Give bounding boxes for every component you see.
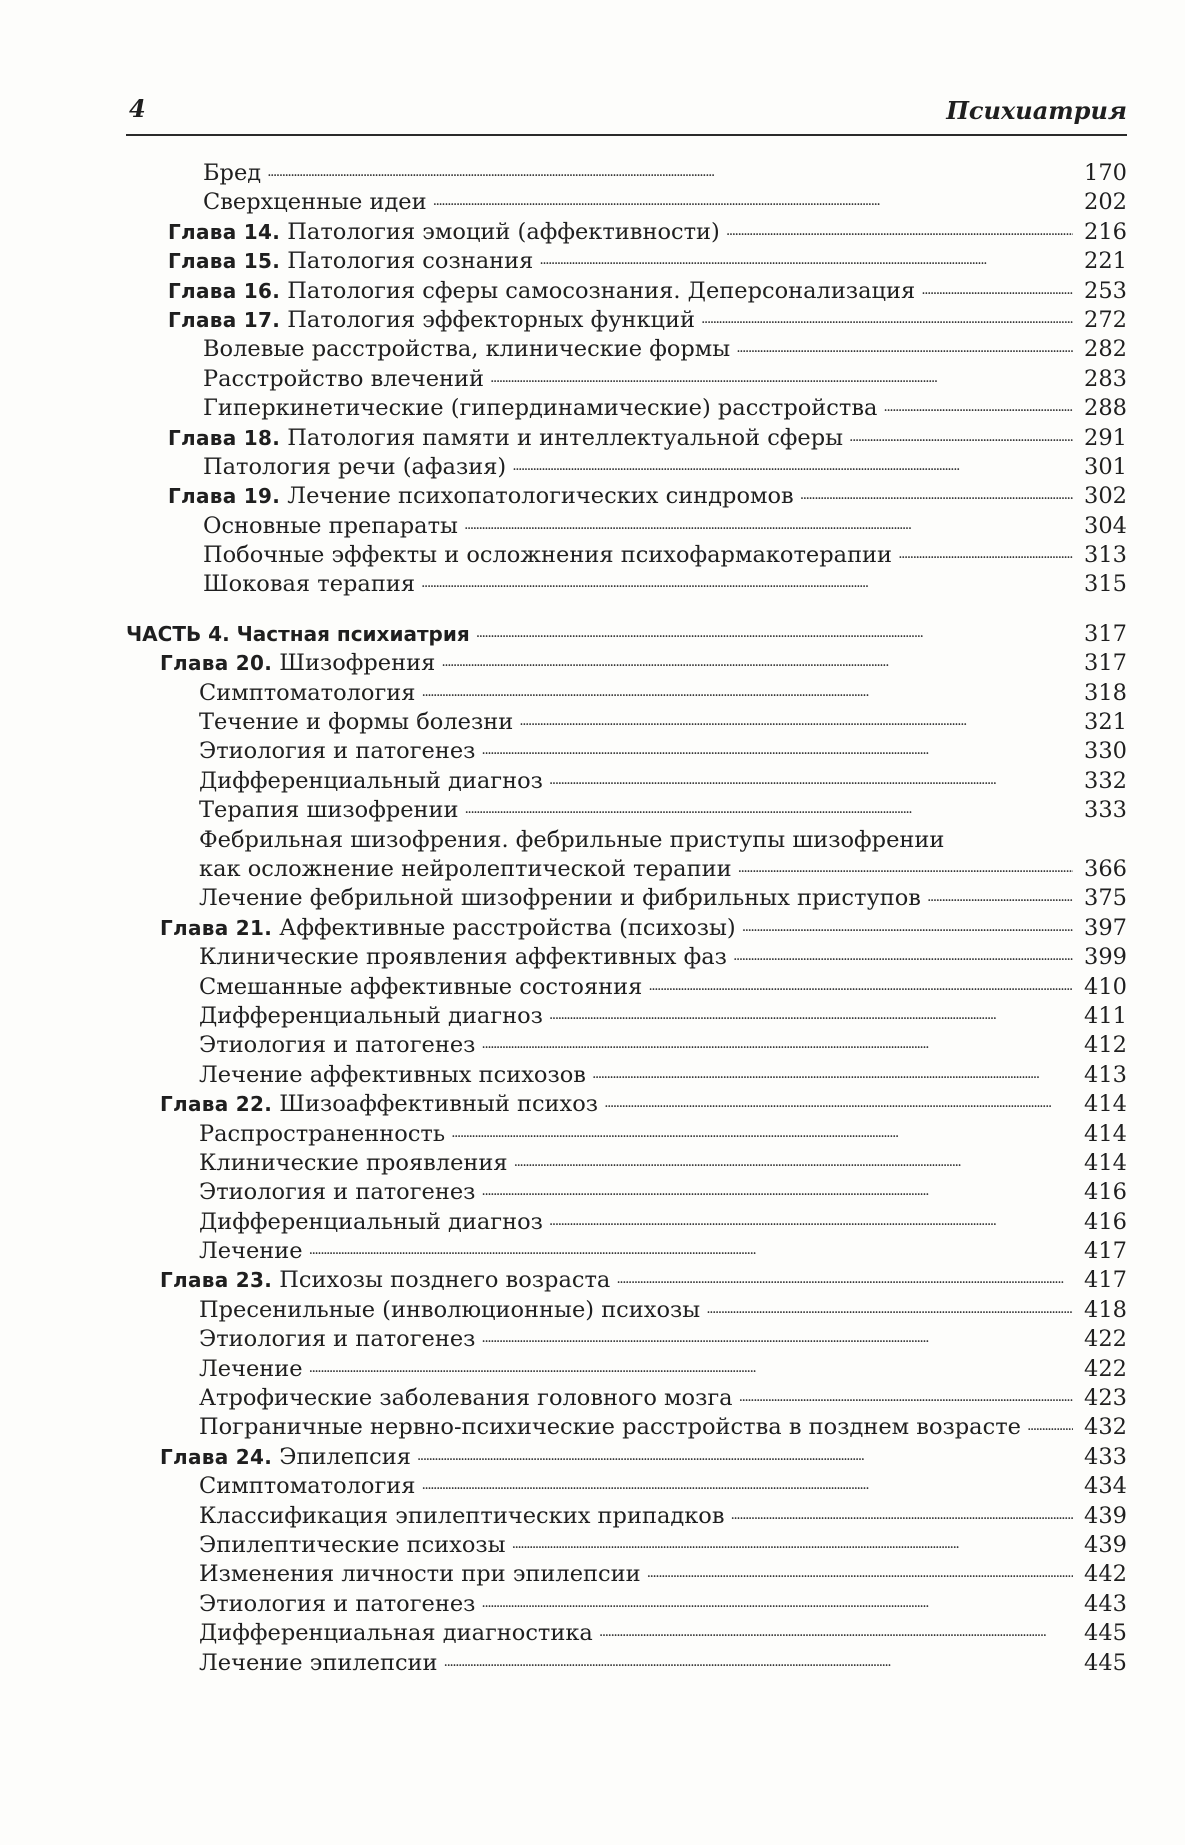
- toc-entry-label: [203, 513, 458, 539]
- toc-page-number: 417: [1084, 1238, 1127, 1265]
- toc-page-number: 332: [1084, 767, 1127, 794]
- toc-entry-title: Классификация эпилептических припадков: [199, 1502, 725, 1529]
- toc-entry-title: Течение и формы болезни: [199, 709, 514, 736]
- toc-page-number: 432: [1084, 1414, 1127, 1441]
- toc-entry-title: Изменения личности при эпилепсии: [199, 1561, 641, 1588]
- toc-entry-title: Сверхценные идеи: [203, 189, 427, 216]
- toc-page-number: 318: [1084, 679, 1127, 706]
- dot-leader: [309, 1242, 1073, 1258]
- toc-entry-label: [199, 1473, 415, 1499]
- toc-section: [126, 1385, 1127, 1414]
- dot-leader: [421, 684, 1073, 700]
- dot-leader: [739, 1389, 1073, 1405]
- toc-page-number: 221: [1084, 248, 1127, 275]
- dot-leader: [549, 1007, 1073, 1023]
- dot-leader: [512, 1536, 1073, 1552]
- dot-leader: [490, 370, 1073, 386]
- toc-entry-title: Аффективные расстройства (психозы): [279, 914, 736, 941]
- toc-entry-label: [199, 1179, 475, 1205]
- toc-entry-title: Распространенность: [199, 1120, 446, 1147]
- toc-entry-label: [199, 885, 921, 911]
- toc-entry-title: Этиология и патогенез: [199, 1032, 476, 1059]
- toc-page-number: 439: [1084, 1502, 1127, 1529]
- toc-entry-title: Терапия шизофрении: [199, 797, 459, 824]
- chapter-number: Глава 23.: [160, 1268, 273, 1293]
- toc-entry-label: [203, 395, 877, 421]
- toc-entry-label: [168, 219, 720, 245]
- toc-entry-label: [199, 1620, 593, 1646]
- dot-leader: [800, 487, 1073, 503]
- toc-page-number: 333: [1084, 797, 1127, 824]
- toc-section: [126, 738, 1127, 767]
- dot-leader: [519, 713, 1073, 729]
- toc-entry-label: [199, 1032, 475, 1058]
- toc-section: [126, 1032, 1127, 1061]
- toc-page-number: 253: [1084, 277, 1127, 304]
- dot-leader: [592, 1066, 1073, 1082]
- toc-entry-label: [168, 483, 794, 509]
- dot-leader: [309, 1360, 1073, 1376]
- toc-page-number: 418: [1084, 1296, 1127, 1323]
- toc-chapter: [126, 307, 1127, 336]
- toc-page-number: 272: [1084, 306, 1127, 333]
- dot-leader: [921, 282, 1073, 298]
- toc-section: [126, 1326, 1127, 1355]
- toc-entry-label: [199, 738, 475, 764]
- toc-entry-title: Шизоаффективный психоз: [279, 1091, 599, 1118]
- toc-section: [126, 395, 1127, 424]
- toc-entry-label: [168, 307, 695, 333]
- toc-page-number: 414: [1084, 1120, 1127, 1147]
- toc-entry-title: Эпилепсия: [279, 1443, 411, 1470]
- running-title: Психиатрия: [946, 96, 1127, 125]
- toc-chapter: [126, 1267, 1127, 1296]
- toc-section: [126, 1503, 1127, 1532]
- dot-leader: [441, 654, 1073, 670]
- toc-entry-label: [160, 915, 736, 941]
- dot-leader: [417, 1448, 1073, 1464]
- toc-section: [126, 797, 1127, 826]
- dot-leader: [738, 860, 1073, 876]
- dot-leader: [733, 948, 1073, 964]
- toc-entry-label: [160, 650, 435, 676]
- toc-entry-title: Побочные эффекты и осложнения психофармакотерапии: [203, 542, 893, 569]
- toc-entry-title: Этиология и патогенез: [199, 738, 476, 765]
- toc-page-number: 434: [1084, 1473, 1127, 1500]
- dot-leader: [706, 1301, 1073, 1317]
- toc-entry-title: Лечение: [199, 1238, 303, 1265]
- toc-section: [126, 1591, 1127, 1620]
- dot-leader: [444, 1654, 1073, 1670]
- toc-entry-title: Дифференциальный диагноз: [199, 1208, 543, 1235]
- toc-section: [126, 1414, 1127, 1443]
- toc-entry-title: Эпилептические психозы: [199, 1531, 506, 1558]
- toc-section: [126, 1150, 1127, 1179]
- dot-leader: [883, 399, 1073, 415]
- dot-leader: [599, 1624, 1073, 1640]
- toc-entry-title: Лечение психопатологических синдромов: [287, 483, 794, 510]
- toc-section: [126, 571, 1127, 600]
- toc-section: [126, 1473, 1127, 1502]
- dot-leader: [927, 889, 1073, 905]
- dot-leader: [481, 1595, 1073, 1611]
- toc-entry-label: [203, 160, 261, 186]
- toc-page-number: 397: [1084, 914, 1127, 941]
- toc-entry-title: Фебрильная шизофрения. фебрильные приступы шизофрении: [199, 826, 945, 853]
- toc-page-number: 288: [1084, 395, 1127, 422]
- toc-entry-title: Дифференциальная диагностика: [199, 1620, 593, 1647]
- toc-section: [126, 513, 1127, 542]
- toc-entry-label: [199, 1414, 1021, 1440]
- toc-page-number: 375: [1084, 885, 1127, 912]
- chapter-number: Глава 15.: [168, 249, 281, 274]
- toc-entry-title: Патология речи (афазия): [203, 453, 507, 480]
- toc-entry-title: Основные препараты: [203, 512, 458, 539]
- chapter-number: Глава 22.: [160, 1092, 273, 1117]
- toc-entry-label: [199, 1150, 508, 1176]
- toc-page-number: 301: [1084, 453, 1127, 480]
- toc-page-number: 410: [1084, 973, 1127, 1000]
- toc-section: [126, 768, 1127, 797]
- toc-page-number: 330: [1084, 738, 1127, 765]
- toc-entry-title: Этиология и патогенез: [199, 1179, 476, 1206]
- toc-chapter: [126, 650, 1127, 679]
- toc-entry-label: [126, 622, 470, 646]
- toc-entry-label: [199, 1385, 733, 1411]
- toc-entry-title: Дифференциальный диагноз: [199, 1002, 543, 1029]
- toc-entry-title: как осложнение нейролептической терапии: [199, 855, 732, 882]
- toc-page-number: 445: [1084, 1649, 1127, 1676]
- toc-page-number: 216: [1084, 218, 1127, 245]
- toc-entry-label: [199, 768, 543, 794]
- toc-entry-title: Патология эмоций (аффективности): [287, 218, 720, 245]
- toc-section: [126, 1297, 1127, 1326]
- table-of-contents: [126, 160, 1127, 1679]
- toc-page-number: 417: [1084, 1267, 1127, 1294]
- dot-leader: [476, 625, 1073, 641]
- toc-entry-title: Патология сознания: [287, 248, 534, 275]
- toc-section: [126, 856, 1127, 885]
- dot-leader: [726, 223, 1073, 239]
- dot-leader: [421, 1477, 1073, 1493]
- dot-leader: [898, 546, 1073, 562]
- toc-entry-label: [203, 366, 484, 392]
- toc-chapter: [126, 425, 1127, 454]
- toc-page-number: 313: [1084, 542, 1127, 569]
- toc-section: [126, 336, 1127, 365]
- toc-section: [126, 1209, 1127, 1238]
- toc-page-number: 422: [1084, 1326, 1127, 1353]
- toc-entry-label: [203, 336, 730, 362]
- toc-page-number: 317: [1084, 620, 1127, 647]
- toc-page-number: 202: [1084, 189, 1127, 216]
- toc-part: [126, 621, 1127, 650]
- toc-entry-label: [203, 454, 506, 480]
- dot-leader: [849, 429, 1073, 445]
- toc-entry-title: Этиология и патогенез: [199, 1326, 476, 1353]
- chapter-number: Глава 17.: [168, 307, 281, 332]
- toc-entry-title: Патология эффекторных функций: [287, 306, 696, 333]
- toc-entry-label: [199, 1591, 475, 1617]
- toc-section: [126, 1561, 1127, 1590]
- toc-page-number: 445: [1084, 1620, 1127, 1647]
- toc-entry-label: [168, 248, 533, 274]
- toc-entry-label: [160, 1091, 598, 1117]
- toc-entry-title: Этиология и патогенез: [199, 1590, 476, 1617]
- page-number: 4: [129, 94, 146, 123]
- toc-entry-title: Лечение: [199, 1355, 303, 1382]
- toc-page-number: 423: [1084, 1385, 1127, 1412]
- chapter-number: Глава 18.: [168, 425, 281, 450]
- toc-section: [126, 1121, 1127, 1150]
- toc-entry-title: Шизофрения: [279, 650, 436, 677]
- toc-entry-title: Смешанные аффективные состояния: [199, 973, 643, 1000]
- toc-entry-label: [203, 189, 427, 215]
- dot-leader: [549, 772, 1073, 788]
- dot-leader: [514, 1154, 1073, 1170]
- toc-page-number: 414: [1084, 1149, 1127, 1176]
- toc-entry-label: [199, 974, 642, 1000]
- dot-leader: [648, 978, 1073, 994]
- toc-entry-label: [199, 1003, 543, 1029]
- dot-leader: [451, 1125, 1073, 1141]
- toc-page-number: 416: [1084, 1208, 1127, 1235]
- toc-entry-title: Шоковая терапия: [203, 571, 416, 598]
- toc-entry-label: [199, 680, 415, 706]
- toc-entry-title: Атрофические заболевания головного мозга: [199, 1385, 733, 1412]
- dot-leader: [465, 801, 1073, 817]
- toc-entry-title: Лечение аффективных психозов: [199, 1061, 586, 1088]
- dot-leader: [481, 1036, 1073, 1052]
- chapter-number: Глава 24.: [160, 1444, 273, 1469]
- dot-leader: [616, 1271, 1073, 1287]
- toc-entry-title: Патология сферы самосознания. Деперсонализация: [287, 277, 916, 304]
- toc-entry-label: [203, 542, 892, 568]
- chapter-number: Глава 20.: [160, 651, 273, 676]
- toc-entry-title: Симптоматология: [199, 679, 416, 706]
- toc-section: [126, 1062, 1127, 1091]
- dot-leader: [647, 1565, 1073, 1581]
- toc-entry-label: [199, 827, 944, 853]
- toc-entry-label: [199, 1532, 506, 1558]
- toc-section: [126, 189, 1127, 218]
- toc-entry-label: [199, 1062, 586, 1088]
- toc-entry-label: [199, 1326, 475, 1352]
- toc-section: [126, 709, 1127, 738]
- dot-leader: [742, 919, 1073, 935]
- toc-chapter: [126, 1091, 1127, 1120]
- dot-leader: [604, 1095, 1073, 1111]
- toc-entry-label: [199, 944, 727, 970]
- toc-page-number: 443: [1084, 1590, 1127, 1617]
- dot-leader: [421, 575, 1073, 591]
- dot-leader: [433, 193, 1073, 209]
- toc-section: [126, 366, 1127, 395]
- toc-entry-label: [199, 709, 513, 735]
- toc-entry-label: [203, 571, 415, 597]
- toc-chapter: [126, 1444, 1127, 1473]
- toc-page-number: 283: [1084, 365, 1127, 392]
- dot-leader: [464, 517, 1073, 533]
- toc-entry-label: [168, 425, 843, 451]
- dot-leader: [701, 311, 1073, 327]
- page-header: [126, 94, 1127, 136]
- toc-entry-label: [199, 1561, 641, 1587]
- dot-leader: [549, 1213, 1073, 1229]
- toc-section: [126, 680, 1127, 709]
- dot-leader: [481, 1183, 1073, 1199]
- toc-page-number: 321: [1084, 709, 1127, 736]
- toc-chapter: [126, 278, 1127, 307]
- dot-leader: [731, 1507, 1074, 1523]
- toc-page-number: 317: [1084, 650, 1127, 677]
- toc-entry-title: Бред: [203, 160, 262, 186]
- toc-entry-title: Патология памяти и интеллектуальной сферы: [287, 424, 844, 451]
- toc-entry-label: [199, 1503, 725, 1529]
- toc-entry-title: Психозы позднего возраста: [279, 1267, 611, 1294]
- dot-leader: [1027, 1418, 1073, 1434]
- toc-page-number: 433: [1084, 1443, 1127, 1470]
- toc-section: [126, 542, 1127, 571]
- toc-chapter: [126, 219, 1127, 248]
- dot-leader: [267, 164, 1073, 180]
- toc-page-number: 282: [1084, 336, 1127, 363]
- toc-page-number: 302: [1084, 483, 1127, 510]
- toc-page-number: 315: [1084, 571, 1127, 598]
- chapter-number: Глава 19.: [168, 484, 281, 509]
- toc-section: [126, 1238, 1127, 1267]
- toc-section: [126, 454, 1127, 483]
- toc-page-number: 413: [1084, 1061, 1127, 1088]
- toc-entry-title: Симптоматология: [199, 1473, 416, 1500]
- toc-entry-label: [199, 1297, 700, 1323]
- dot-leader: [512, 458, 1073, 474]
- toc-page-number: 366: [1084, 855, 1127, 882]
- toc-section: [126, 1356, 1127, 1385]
- toc-entry-label: [199, 1238, 303, 1264]
- toc-entry-label: [199, 1356, 303, 1382]
- toc-section: [126, 827, 1127, 856]
- chapter-number: Глава 21.: [160, 915, 273, 940]
- toc-page-number: 412: [1084, 1032, 1127, 1059]
- toc-entry-title: Волевые расстройства, клинические формы: [203, 336, 731, 363]
- toc-section: [126, 1532, 1127, 1561]
- toc-entry-title: Клинические проявления аффективных фаз: [199, 944, 727, 971]
- toc-entry-title: Гиперкинетические (гипердинамические) расстройства: [203, 395, 878, 422]
- toc-page-number: 414: [1084, 1091, 1127, 1118]
- toc-entry-title: Дифференциальный диагноз: [199, 767, 543, 794]
- toc-section: [126, 1179, 1127, 1208]
- toc-page-number: 442: [1084, 1561, 1127, 1588]
- toc-entry-label: [199, 1209, 543, 1235]
- dot-leader: [481, 1330, 1073, 1346]
- toc-page-number: 416: [1084, 1179, 1127, 1206]
- toc-section: [126, 1003, 1127, 1032]
- toc-section: [126, 1650, 1127, 1679]
- toc-page-number: 411: [1084, 1002, 1127, 1029]
- toc-entry-label: [168, 278, 915, 304]
- toc-entry-title: Пресенильные (инволюционные) психозы: [199, 1296, 701, 1323]
- toc-chapter: [126, 248, 1127, 277]
- toc-entry-title: Лечение эпилепсии: [199, 1649, 438, 1676]
- toc-page-number: 170: [1084, 160, 1127, 186]
- toc-entry-label: [199, 856, 732, 882]
- toc-entry-title: Пограничные нервно-психические расстройства в позднем возрасте: [199, 1414, 1021, 1441]
- toc-chapter: [126, 483, 1127, 512]
- toc-entry-label: [199, 1650, 438, 1676]
- toc-entry-label: [160, 1444, 411, 1470]
- toc-entry-title: ЧАСТЬ 4. Частная психиатрия: [126, 621, 470, 646]
- toc-page-number: 439: [1084, 1531, 1127, 1558]
- toc-section: [126, 1620, 1127, 1649]
- toc-entry-label: [199, 797, 459, 823]
- dot-leader: [736, 340, 1073, 356]
- toc-section: [126, 944, 1127, 973]
- toc-page-number: 304: [1084, 512, 1127, 539]
- toc-page-number: 422: [1084, 1355, 1127, 1382]
- toc-page-number: 291: [1084, 424, 1127, 451]
- dot-leader: [539, 252, 1073, 268]
- chapter-number: Глава 14.: [168, 219, 281, 244]
- toc-section: [126, 160, 1127, 189]
- dot-leader: [481, 742, 1073, 758]
- toc-section: [126, 974, 1127, 1003]
- toc-entry-label: [160, 1267, 610, 1293]
- toc-chapter: [126, 915, 1127, 944]
- toc-entry-title: Расстройство влечений: [203, 365, 485, 392]
- toc-entry-label: [199, 1121, 445, 1147]
- toc-page-number: 399: [1084, 944, 1127, 971]
- toc-section: [126, 885, 1127, 914]
- toc-entry-title: Клинические проявления: [199, 1149, 508, 1176]
- chapter-number: Глава 16.: [168, 278, 281, 303]
- toc-entry-title: Лечение фебрильной шизофрении и фибрильных приступов: [199, 885, 921, 912]
